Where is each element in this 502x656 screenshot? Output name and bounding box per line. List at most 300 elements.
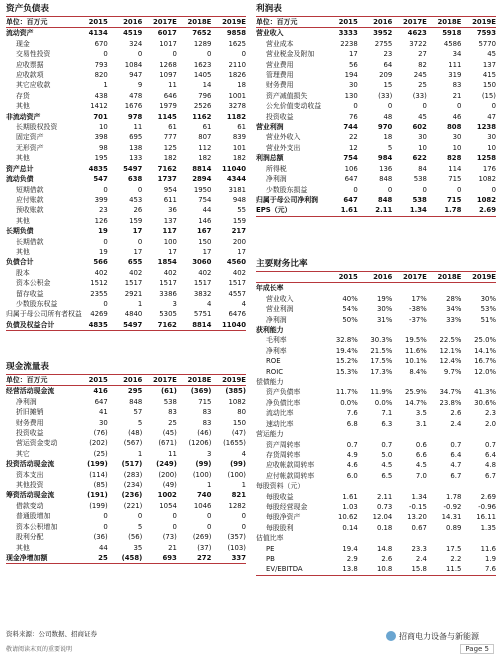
value-cell: 272 (177, 553, 212, 564)
year-header: 2019E (211, 375, 246, 386)
value-cell: 50% (342, 315, 358, 324)
value-cell: 754 (198, 195, 212, 204)
table-row (256, 460, 496, 470)
value-cell: 701 (93, 112, 108, 121)
year-header: 2018E (427, 272, 462, 283)
value-cell: 821 (231, 491, 246, 500)
value-cell: 2.3 (485, 409, 496, 418)
row-label: 每股收益 (266, 492, 294, 501)
row-label: 营业外收入 (266, 133, 301, 142)
value-cell: 6.8 (346, 419, 358, 428)
value-cell: 2.2 (450, 554, 462, 563)
table-row (6, 449, 246, 459)
table-row (6, 205, 246, 215)
row-label: 流动负债 (6, 175, 34, 184)
row-label: 营业成本 (266, 39, 294, 48)
value-cell: 111 (448, 60, 462, 69)
value-cell: 6.0 (346, 471, 358, 480)
value-cell: 1676 (124, 102, 143, 111)
value-cell: 4835 (73, 320, 108, 331)
row-label: 营业利润 (256, 123, 284, 132)
table-row (256, 356, 496, 366)
value-cell: 126 (94, 216, 108, 225)
value-cell: 61 (202, 123, 212, 132)
row-label: 其他 (16, 543, 30, 552)
table-row (6, 195, 246, 205)
table-row (6, 438, 246, 448)
row-label: 净利率 (266, 346, 287, 355)
value-cell: (61) (160, 387, 177, 396)
value-cell: 46 (452, 112, 462, 121)
value-cell: 0 (491, 102, 496, 111)
row-label: 公允价值变动收益 (266, 102, 322, 111)
value-cell (392, 283, 427, 294)
value-cell: 12.04 (372, 513, 393, 522)
value-cell: (46) (197, 429, 212, 438)
value-cell (358, 377, 393, 387)
table-row (6, 428, 246, 438)
row-label: 现金 (16, 39, 30, 48)
value-cell: 12.0% (474, 367, 496, 376)
value-cell: 22 (348, 133, 358, 142)
value-cell: 1854 (157, 258, 177, 267)
value-cell: 1517 (228, 279, 246, 288)
table-row (6, 320, 246, 331)
value-cell: 137 (482, 60, 496, 69)
value-cell: 1950 (193, 185, 212, 194)
value-cell: (249) (156, 460, 177, 469)
value-cell: 295 (127, 387, 143, 396)
value-cell: 8814 (177, 320, 212, 331)
table-row (6, 278, 246, 288)
row-label: 投资活动现金流 (6, 460, 55, 469)
value-cell: 0 (241, 512, 246, 521)
row-label: 折旧摊销 (16, 408, 44, 417)
row-label: 获利能力 (256, 326, 284, 335)
value-cell: (47) (231, 429, 246, 438)
value-cell: (33) (412, 91, 427, 100)
value-cell: 0 (353, 185, 358, 194)
value-cell: 150 (232, 418, 246, 427)
value-cell: 18 (383, 133, 393, 142)
table-row (256, 533, 496, 543)
value-cell: 4 (241, 449, 246, 458)
table-row (6, 407, 246, 417)
table-row (6, 132, 246, 142)
table-row (256, 70, 496, 80)
value-cell: 0 (422, 102, 427, 111)
value-cell: 26 (133, 206, 143, 215)
value-cell: 5 (137, 418, 143, 427)
value-cell: 538 (413, 175, 427, 184)
value-cell: 828 (447, 154, 462, 163)
value-cell: -38% (409, 305, 427, 314)
value-cell: 2.11 (358, 205, 393, 216)
value-cell: 0 (457, 185, 462, 194)
value-cell: (99) (195, 460, 212, 469)
value-cell: 3952 (373, 29, 393, 38)
value-cell: 0 (172, 522, 177, 531)
value-cell: 715 (447, 195, 462, 204)
value-cell: 984 (377, 154, 393, 163)
row-label: EPS（元） (256, 205, 323, 216)
value-cell: 947 (129, 71, 143, 80)
row-label: 每股资料（元） (256, 482, 305, 491)
value-cell: 22.5% (439, 336, 462, 345)
value-cell (392, 429, 427, 439)
balance-sheet-table (6, 16, 246, 331)
value-cell (461, 377, 496, 387)
value-cell: (100) (227, 470, 246, 479)
row-label: 应收票据 (16, 60, 44, 69)
row-label: PE (266, 544, 275, 553)
value-cell: 848 (129, 397, 143, 406)
watermark-text: 招商电力设备与新能源 (399, 631, 479, 641)
value-cell: 948 (232, 195, 246, 204)
value-cell: 6.4 (485, 450, 496, 459)
value-cell: 6.7 (485, 471, 496, 480)
table-row (256, 205, 496, 216)
value-cell: 1512 (90, 279, 108, 288)
value-cell: -37% (409, 315, 427, 324)
value-cell: 0.7 (485, 440, 496, 449)
row-label: 投资收益 (16, 429, 44, 438)
value-cell: 6.6 (415, 450, 427, 459)
row-label: 管理费用 (266, 71, 294, 80)
value-cell: 30.3% (370, 336, 393, 345)
value-cell: 1182 (226, 112, 246, 121)
row-label: 其它应收款 (16, 81, 51, 90)
value-cell: 715 (198, 397, 212, 406)
value-cell (427, 325, 462, 335)
value-cell: 4519 (123, 29, 143, 38)
row-label: 每股经营现金 (266, 502, 308, 511)
row-label: 普通股增加 (16, 512, 51, 521)
value-cell: 130 (344, 91, 358, 100)
value-cell: 3060 (192, 258, 212, 267)
value-cell: 978 (127, 112, 143, 121)
value-cell: 10.62 (338, 513, 358, 522)
value-cell: 2.9 (346, 554, 358, 563)
value-cell (323, 429, 358, 439)
table-row (6, 553, 246, 564)
value-cell (427, 283, 462, 294)
value-cell: 84 (418, 164, 427, 173)
value-cell: (200) (158, 470, 177, 479)
value-cell: 17.5% (370, 357, 393, 366)
year-header: 2019E (461, 272, 496, 283)
value-cell: 602 (412, 123, 427, 132)
value-cell: 1 (241, 481, 246, 490)
value-cell: 0 (103, 50, 108, 59)
value-cell: 839 (232, 133, 246, 142)
value-cell: 23 (98, 206, 108, 215)
table-row (256, 429, 496, 439)
value-cell (427, 481, 462, 491)
value-cell: 18 (237, 81, 246, 90)
value-cell: 1625 (228, 39, 246, 48)
value-cell: 0.7 (450, 440, 462, 449)
table-row (6, 101, 246, 111)
value-cell: 7.6 (461, 564, 496, 575)
row-label: 营运资金变动 (16, 439, 58, 448)
value-cell: 100 (163, 237, 177, 246)
table-row (256, 492, 496, 502)
table-row (256, 377, 496, 387)
table-row (256, 481, 496, 491)
table-row (256, 185, 496, 195)
value-cell: (369) (190, 387, 212, 396)
value-cell: 30 (452, 133, 462, 142)
value-cell: 402 (198, 268, 212, 277)
value-cell: (56) (128, 533, 143, 542)
value-cell: 21 (168, 543, 177, 552)
value-cell: 4.8 (485, 461, 496, 470)
value-cell: 7162 (157, 164, 177, 173)
year-header: 2016 (358, 272, 393, 283)
value-cell: 478 (129, 91, 143, 100)
value-cell: 25 (418, 81, 427, 90)
table-row (256, 143, 496, 153)
table-row (256, 335, 496, 345)
value-cell (427, 377, 462, 387)
value-cell: 655 (127, 258, 143, 267)
year-header: 2019E (211, 17, 246, 28)
value-cell: 1979 (159, 102, 177, 111)
row-label: 无形资产 (16, 143, 44, 152)
value-cell: (73) (162, 533, 177, 542)
value-cell: 30% (480, 294, 496, 303)
year-header: 2019E (461, 17, 496, 28)
value-cell: 1097 (159, 71, 177, 80)
table-row (256, 294, 496, 304)
value-cell: 1737 (157, 175, 177, 184)
value-cell: (49) (162, 481, 177, 490)
value-cell: 7162 (142, 320, 177, 331)
row-label: 营业收入 (256, 29, 284, 38)
row-label: 股利分配 (16, 533, 44, 542)
value-cell: 117 (162, 227, 177, 236)
table-row (6, 257, 246, 267)
row-label: 应收帐款周转率 (266, 461, 315, 470)
value-cell: 0 (207, 50, 212, 59)
value-cell: 0.73 (376, 502, 393, 511)
value-cell: 138 (129, 143, 143, 152)
table-row (6, 91, 246, 101)
table-row (6, 185, 246, 195)
value-cell: 3 (172, 299, 177, 308)
value-cell: 14.1% (474, 346, 496, 355)
value-cell: 41.3% (474, 388, 496, 397)
value-cell: 17% (411, 294, 427, 303)
value-cell: 167 (197, 227, 212, 236)
value-cell: 6.5 (381, 471, 393, 480)
value-cell: 41 (98, 408, 108, 417)
table-row (256, 304, 496, 314)
value-cell: 319 (448, 71, 462, 80)
value-cell: (36) (93, 533, 108, 542)
value-cell: 4.6 (346, 461, 358, 470)
source-note: 资料来源：公司数据、招商证券 (6, 630, 97, 638)
value-cell: 0 (422, 185, 427, 194)
table-row (256, 419, 496, 429)
table-row (6, 70, 246, 80)
value-cell: 11 (133, 123, 143, 132)
table-row (6, 39, 246, 49)
value-cell: 15.8 (392, 564, 427, 575)
value-cell: 3832 (193, 289, 212, 298)
row-label: 其他 (16, 216, 30, 225)
value-cell: 11.7% (335, 388, 358, 397)
value-cell: 10 (98, 123, 108, 132)
balance-sheet-title: 资产负债表 (6, 4, 49, 14)
cash-flow-panel (6, 360, 246, 564)
value-cell: 0.7 (346, 440, 358, 449)
row-label: 净利润 (16, 397, 37, 406)
value-cell: 1145 (157, 112, 177, 121)
value-cell: 8814 (192, 164, 212, 173)
value-cell: 194 (344, 71, 358, 80)
value-cell: 1082 (228, 397, 246, 406)
value-cell: 848 (379, 175, 393, 184)
value-cell: 19% (376, 294, 393, 303)
value-cell: 438 (94, 91, 108, 100)
row-label: 负债合计 (6, 258, 34, 267)
table-row (256, 325, 496, 335)
row-label: 净负债比率 (266, 398, 301, 407)
value-cell: 796 (198, 91, 212, 100)
value-cell: 83 (168, 408, 177, 417)
value-cell: 4.7 (450, 461, 462, 470)
value-cell: 101 (232, 143, 246, 152)
value-cell: 15.2% (335, 357, 358, 366)
row-label: 投资收益 (266, 112, 294, 121)
value-cell: 12.1% (439, 346, 462, 355)
table-row (6, 543, 246, 553)
row-label: 长期股权投资 (16, 123, 58, 132)
value-cell: (458) (108, 553, 143, 564)
value-cell: 3181 (228, 185, 246, 194)
table-row (256, 112, 496, 122)
value-cell: 693 (142, 553, 177, 564)
cash-flow-table (6, 374, 246, 564)
row-label: 净利润 (266, 315, 287, 324)
value-cell: 0 (491, 185, 496, 194)
value-cell: 3722 (409, 39, 427, 48)
table-row (256, 28, 496, 39)
value-cell: -0.15 (409, 502, 427, 511)
value-cell: 150 (198, 237, 212, 246)
value-cell: 16.7% (474, 357, 496, 366)
value-cell: 19.4 (342, 544, 358, 553)
value-cell: 34% (446, 305, 462, 314)
table-row (6, 480, 246, 490)
year-header: 2018E (427, 17, 462, 28)
table-row (6, 397, 246, 407)
value-cell: 954 (163, 185, 177, 194)
value-cell: 44 (202, 206, 212, 215)
value-cell: 0 (103, 185, 108, 194)
value-cell: 114 (448, 164, 462, 173)
value-cell: 19 (98, 247, 108, 256)
value-cell: 6.4 (450, 450, 462, 459)
value-cell: 12 (348, 143, 358, 152)
row-label: 所得税 (266, 164, 287, 173)
table-row (6, 490, 246, 500)
row-label: 资本公积金 (16, 279, 51, 288)
value-cell: 1.9 (485, 554, 496, 563)
table-row (256, 544, 496, 554)
row-label: 资本公积增加 (16, 522, 58, 531)
value-cell (461, 429, 496, 439)
row-label: 资产负债率 (266, 388, 301, 397)
value-cell (427, 429, 462, 439)
row-label: 年成长率 (256, 284, 284, 293)
value-cell: 40% (342, 294, 358, 303)
row-label: 利润总额 (256, 154, 284, 163)
value-cell: 21 (452, 91, 462, 100)
value-cell: 1289 (193, 39, 212, 48)
value-cell: 820 (94, 71, 108, 80)
value-cell: 0 (103, 512, 108, 521)
value-cell: 159 (232, 216, 246, 225)
value-cell: 14.8 (376, 544, 393, 553)
value-cell: 0 (207, 522, 212, 531)
value-cell: 1405 (193, 71, 212, 80)
value-cell: 1046 (193, 501, 212, 510)
value-cell: 3.5 (415, 409, 427, 418)
value-cell: 2921 (124, 289, 143, 298)
value-cell: 17 (132, 227, 143, 236)
value-cell: 23 (383, 50, 393, 59)
value-cell: 14.31 (441, 513, 462, 522)
value-cell: 1517 (124, 279, 143, 288)
year-header: 2018E (177, 375, 212, 386)
row-label: 估值比率 (256, 534, 284, 543)
value-cell: 1054 (159, 501, 177, 510)
table-row (256, 450, 496, 460)
value-cell: 30 (418, 133, 427, 142)
value-cell: 51% (480, 315, 496, 324)
row-label: 营运能力 (256, 430, 284, 439)
table-row (256, 60, 496, 70)
value-cell: 17 (348, 50, 358, 59)
table-row (6, 60, 246, 70)
value-cell: 4623 (407, 29, 427, 38)
value-cell: 9 (137, 81, 143, 90)
value-cell: (37) (197, 543, 212, 552)
value-cell: 182 (163, 154, 177, 163)
ratios-panel (256, 257, 496, 576)
value-cell: 195 (94, 154, 108, 163)
table-row (256, 512, 496, 522)
value-cell: 2.6 (450, 409, 462, 418)
value-cell: 11 (168, 449, 177, 458)
value-cell: 0.0% (340, 398, 358, 407)
value-cell: 4.5 (415, 461, 427, 470)
value-cell: 36 (168, 206, 177, 215)
table-row (6, 226, 246, 236)
year-header: 2015 (323, 17, 358, 28)
value-cell: 19.5% (404, 336, 427, 345)
value-cell: 61 (237, 123, 246, 132)
value-cell: 5497 (123, 164, 143, 173)
year-header: 2015 (323, 272, 358, 283)
value-cell: 4586 (443, 39, 462, 48)
value-cell: (48) (128, 429, 143, 438)
table-row (256, 440, 496, 450)
value-cell: 13.20 (407, 513, 427, 522)
